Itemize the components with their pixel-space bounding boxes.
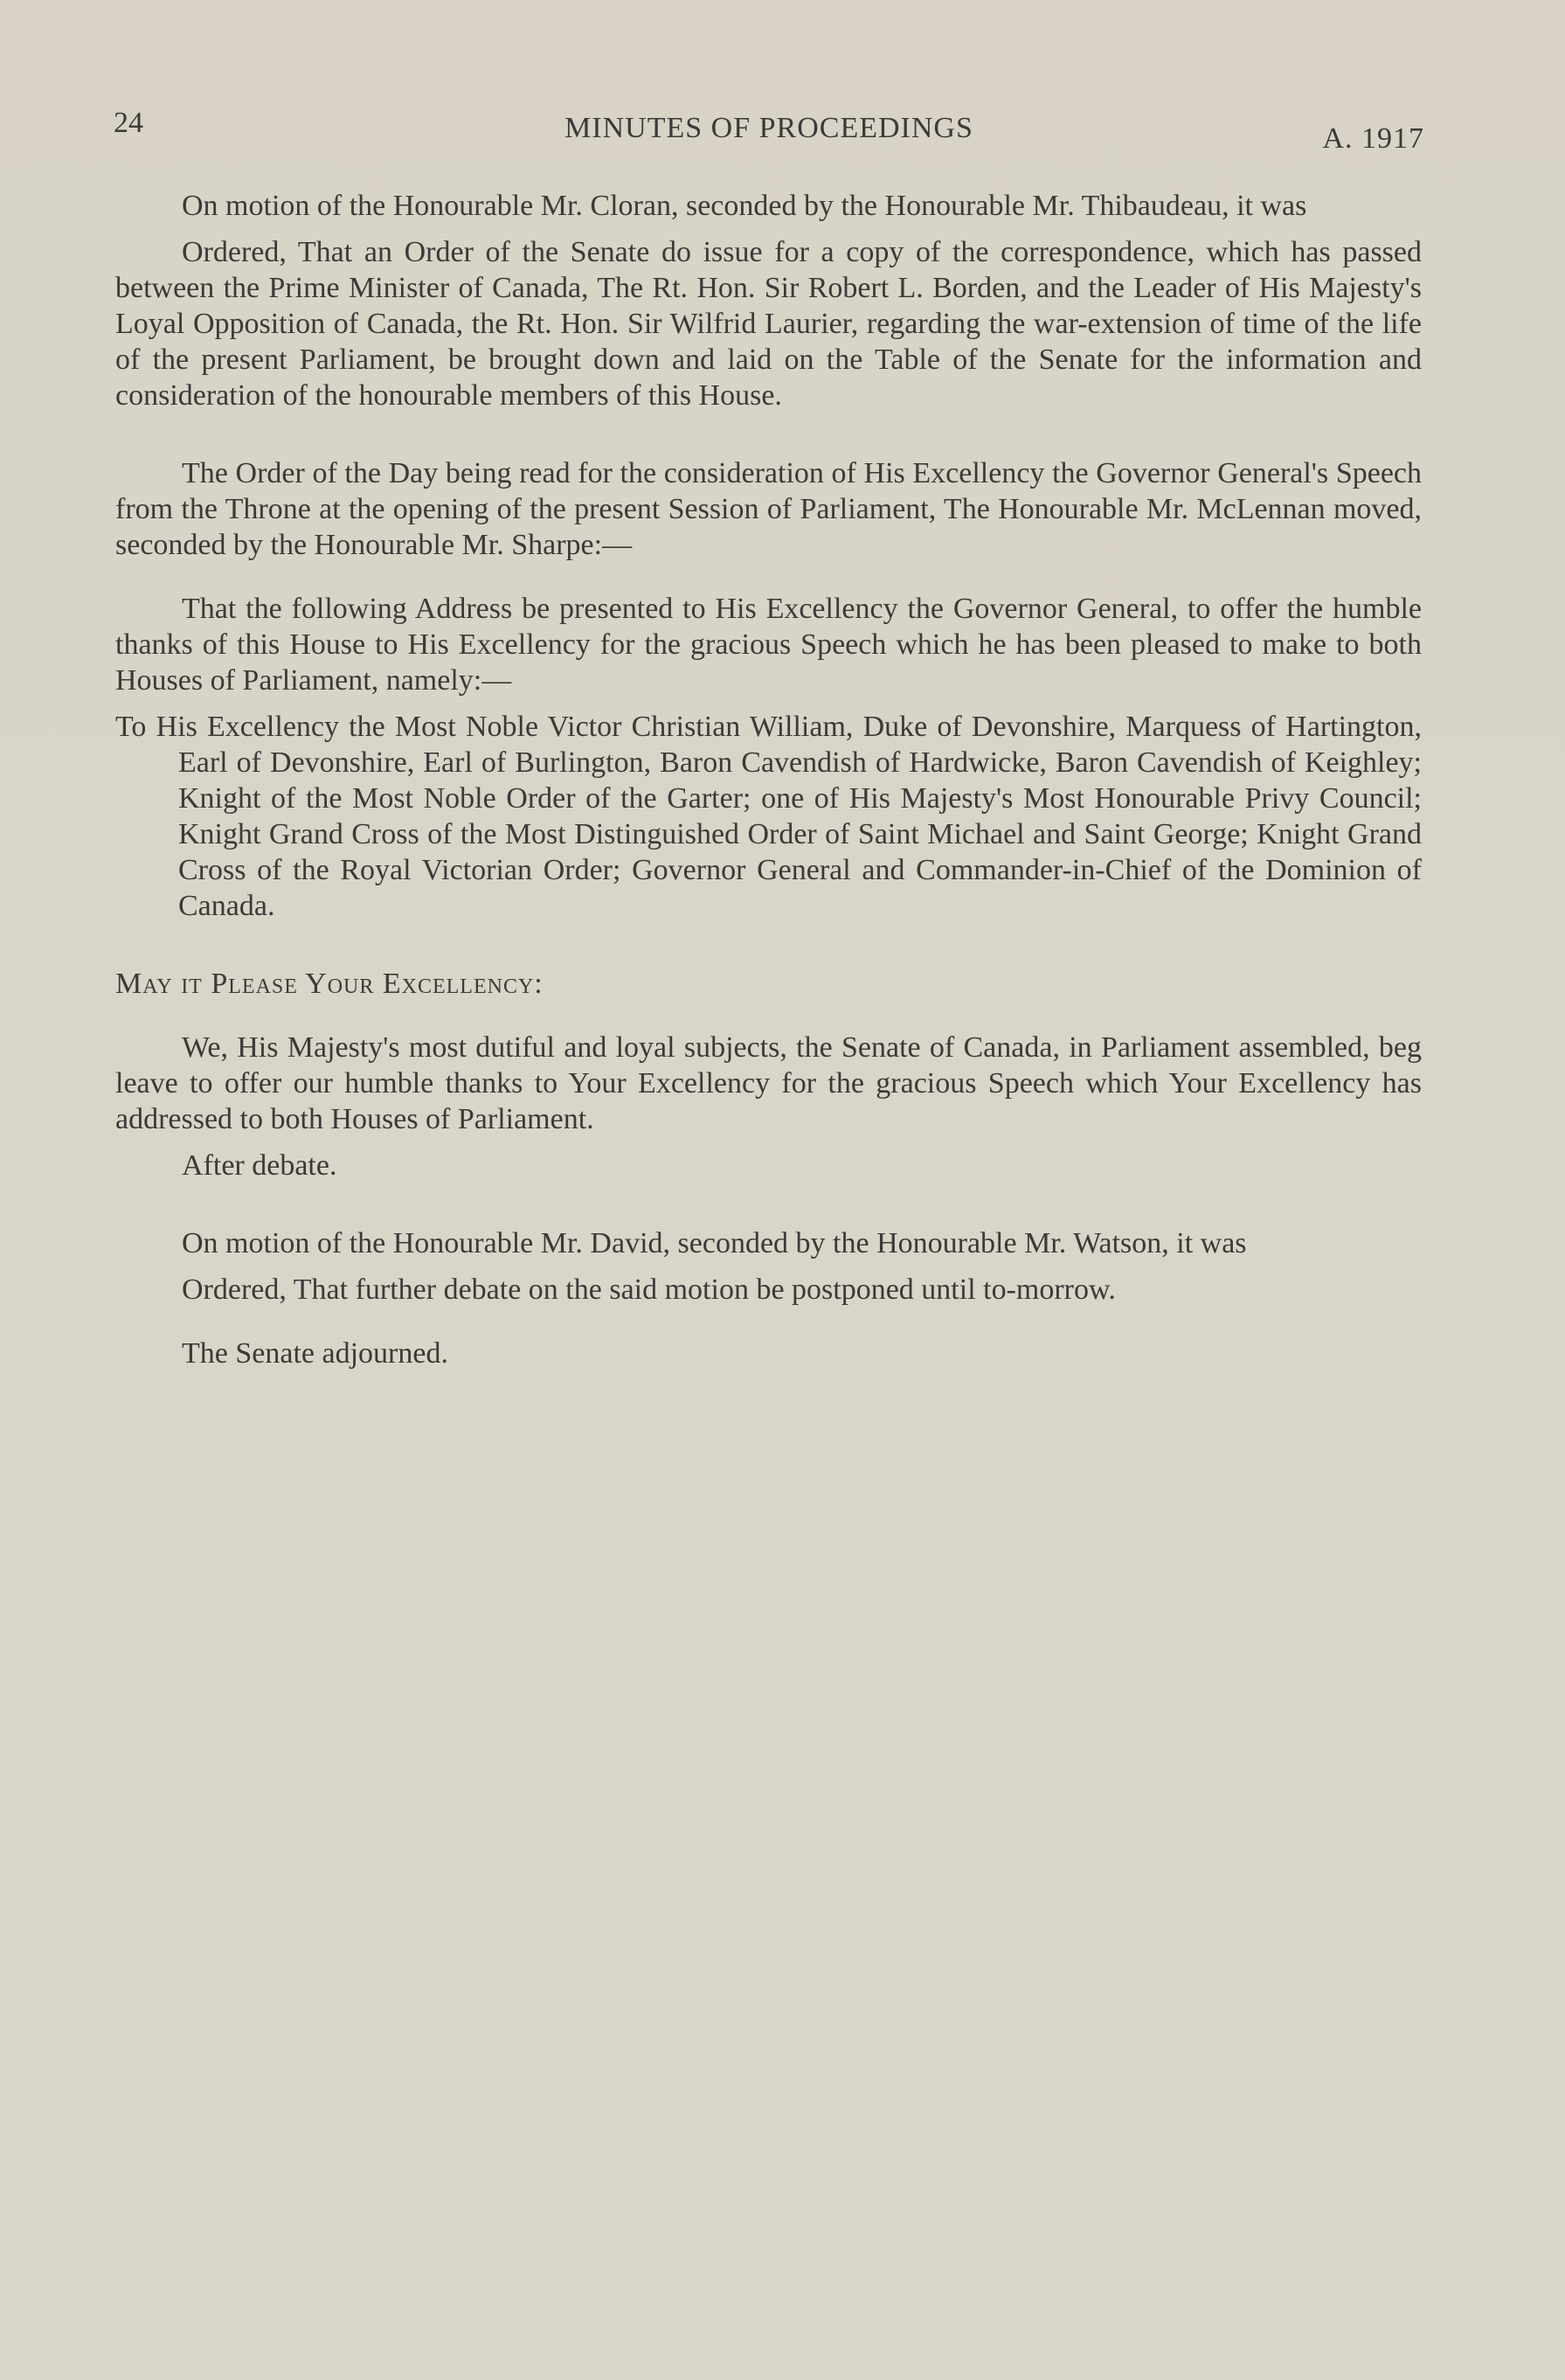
paragraph-after-debate: After debate. <box>182 1149 337 1182</box>
paragraph-senate-thanks: We, His Majesty's most dutiful and loyal subjects, the Senate of Canada, in Parliament assembled, beg leave to offer our humble thanks to Your Excellency for the gracious Speech which Your Excellency has addressed to both Houses of Parliament. <box>115 1031 1422 1135</box>
paragraph-address: That the following Address be presented to His Excellency the Governor General, to offer the humble thanks of this House to His Excellency for the gracious Speech which he has been pleased to make to both Houses of Parliament, namely:— <box>115 593 1422 697</box>
paragraph-order-of-the-day: The Order of the Day being read for the consideration of His Excellency the Governor General's Speech from the Throne at the opening of the present Session of Parliament, The Honourable Mr. McLennan moved, seconded by the Honourable Mr. Sharpe:— <box>115 457 1422 561</box>
document-body <box>115 188 1422 1371</box>
running-head: MINUTES OF PROCEEDINGS <box>564 112 973 144</box>
paragraph-adjourned: The Senate adjourned. <box>182 1337 448 1370</box>
paragraph-order-correspondence: Ordered, That an Order of the Senate do issue for a copy of the correspondence, which has passed between the Prime Minister of Canada, The Rt. Hon. Sir Robert L. Borden, and the Leader of His Majesty's Loyal Opposition of Canada, the Rt. Hon. Sir Wilfrid Laurier, regarding the war-extension of time of the life of the present Parliament, be brought down and laid on the Table of the Senate for the information and consideration of the honourable members of this House. <box>115 236 1422 412</box>
salutation: May it Please Your Excellency: <box>115 968 544 1000</box>
year-label: A. 1917 <box>1322 122 1424 155</box>
paragraph-motion-david: On motion of the Honourable Mr. David, seconded by the Honourable Mr. Watson, it was <box>182 1227 1247 1259</box>
paragraph-motion-cloran: On motion of the Honourable Mr. Cloran, seconded by the Honourable Mr. Thibaudeau, it was <box>182 190 1307 222</box>
page-number: 24 <box>114 107 143 139</box>
page-header <box>114 103 1424 156</box>
paragraph-to-his-excellency: To His Excellency the Most Noble Victor Christian William, Duke of Devonshire, Marquess of Hartington, Earl of Devonshire, Earl of Burlington, Baron Cavendish of Hardwicke, Baron Cavendish of Keighley; Knight of the Most Noble Order of the Garter; one of His Majesty's Most Honourable Privy Council; Knight Grand Cross of the Most Distinguished Order of Saint Michael and Saint George; Knight Grand Cross of the Royal Victorian Order; Governor General and Commander-in-Chief of the Dominion of Canada. <box>115 711 1422 922</box>
paragraph-order-postponed: Ordered, That further debate on the said motion be postponed until to-morrow. <box>182 1273 1116 1306</box>
